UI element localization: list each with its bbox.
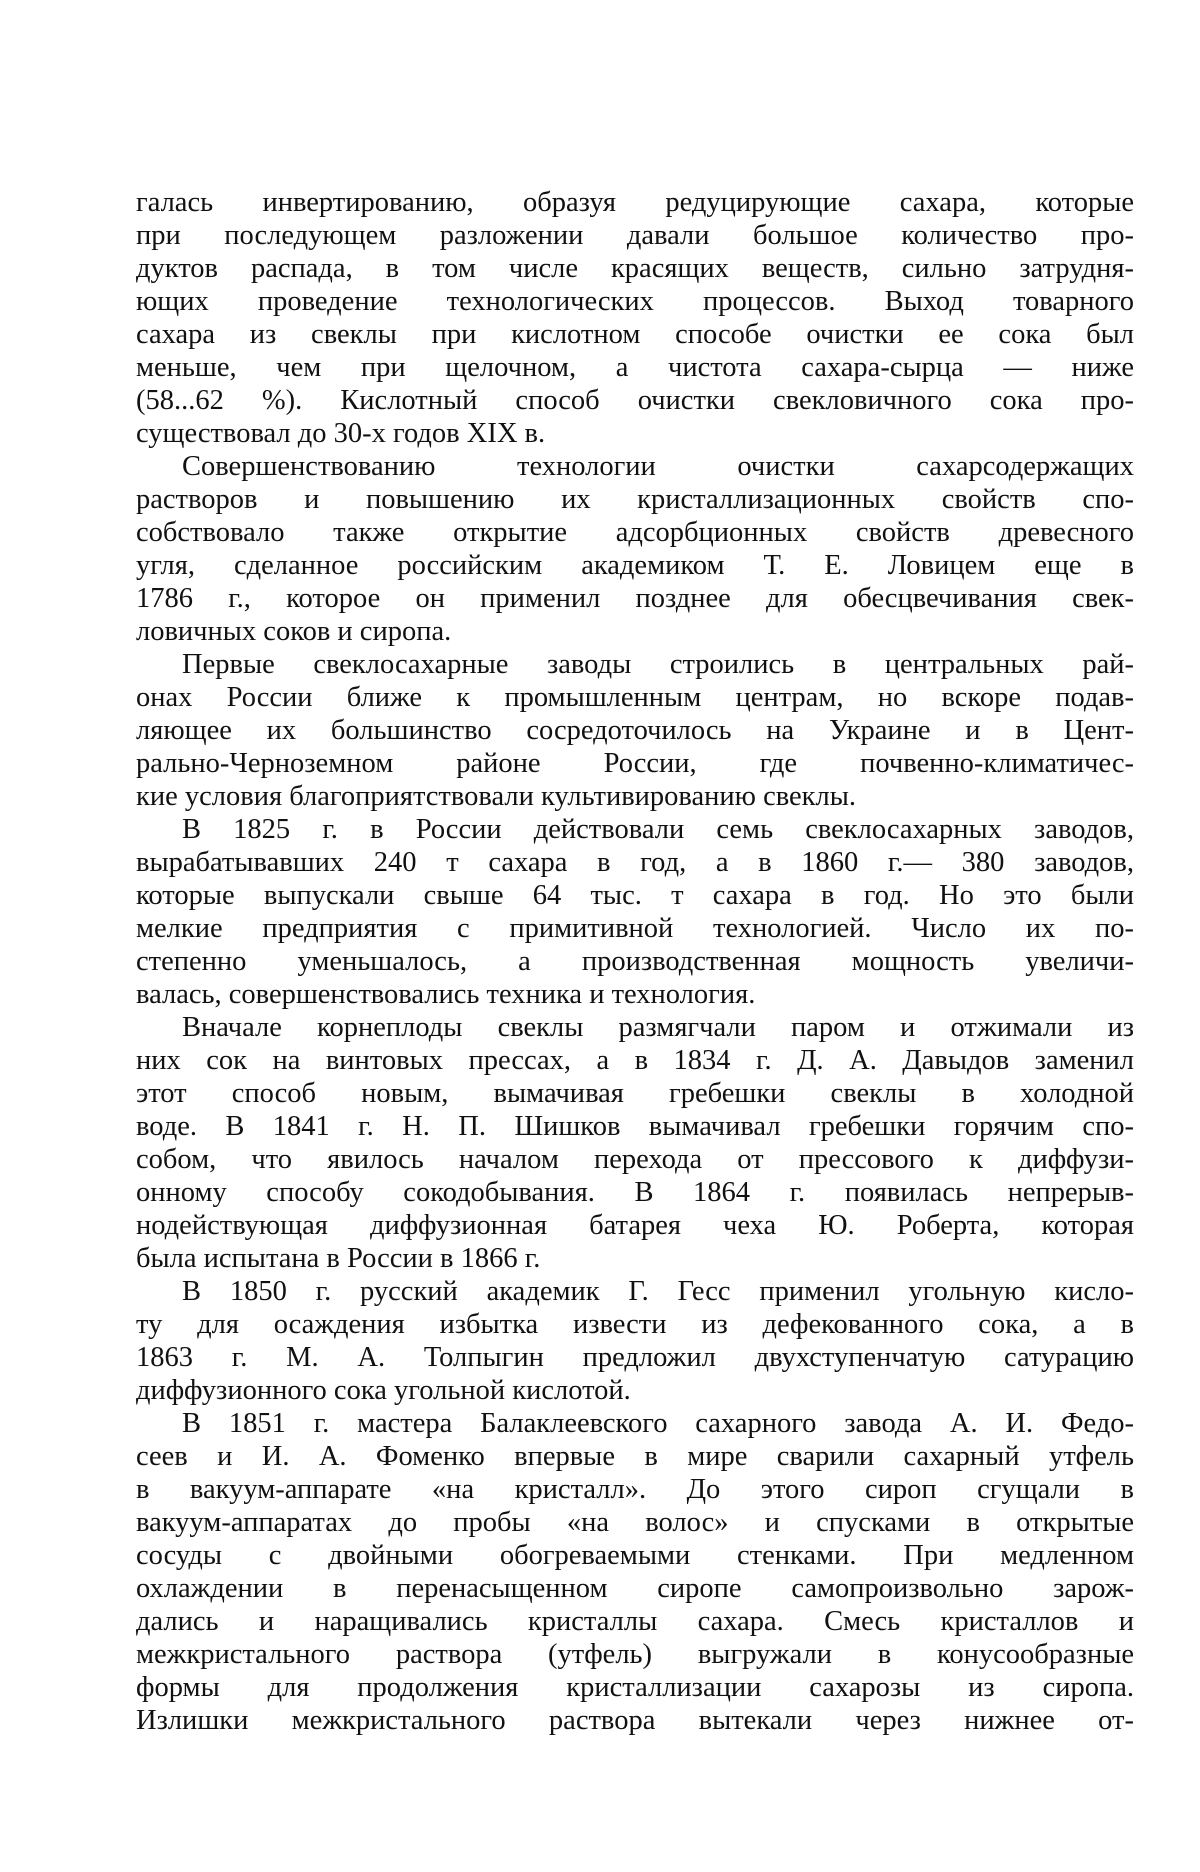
- text-line: галась инвертированию, образуя редуцирующие сахара, которые: [136, 186, 1134, 219]
- text-line: вырабатывавших 240 т сахара в год, а в 1860 г.— 380 заводов,: [136, 846, 1134, 879]
- text-line: ляющее их большинство сосредоточилось на Украине и в Цент-: [136, 714, 1134, 747]
- text-line: Вначале корнеплоды свеклы размягчали паром и отжимали из: [136, 1011, 1134, 1044]
- text-line: вакуум-аппаратах до пробы «на волос» и спусками в открытые: [136, 1506, 1134, 1539]
- text-line: мелкие предприятия с примитивной технологией. Число их по-: [136, 912, 1134, 945]
- text-line: сосуды с двойными обогреваемыми стенками. При медленном: [136, 1539, 1134, 1572]
- text-line: 1863 г. М. А. Толпыгин предложил двухступенчатую сатурацию: [136, 1341, 1134, 1374]
- text-line: меньше, чем при щелочном, а чистота сахара-сырца — ниже: [136, 351, 1134, 384]
- text-line: Первые свеклосахарные заводы строились в центральных рай-: [136, 648, 1134, 681]
- text-line: кие условия благоприятствовали культивированию свеклы.: [136, 780, 1134, 813]
- text-line: сахара из свеклы при кислотном способе очистки ее сока был: [136, 318, 1134, 351]
- text-line: валась, совершенствовались техника и технология.: [136, 978, 1134, 1011]
- text-line: В 1825 г. в России действовали семь свеклосахарных заводов,: [136, 813, 1134, 846]
- text-line: ловичных соков и сиропа.: [136, 615, 1134, 648]
- text-line: диффузионного сока угольной кислотой.: [136, 1374, 1134, 1407]
- text-line: была испытана в России в 1866 г.: [136, 1242, 1134, 1275]
- body-text: [136, 186, 1134, 1737]
- text-line: В 1851 г. мастера Балаклеевского сахарного завода А. И. Федо-: [136, 1407, 1134, 1440]
- text-line: нодействующая диффузионная батарея чеха Ю. Роберта, которая: [136, 1209, 1134, 1242]
- text-line: них сок на винтовых прессах, а в 1834 г. Д. А. Давыдов заменил: [136, 1044, 1134, 1077]
- text-line: дуктов распада, в том числе красящих веществ, сильно затрудня-: [136, 252, 1134, 285]
- text-line: при последующем разложении давали большое количество про-: [136, 219, 1134, 252]
- text-line: воде. В 1841 г. Н. П. Шишков вымачивал гребешки горячим спо-: [136, 1110, 1134, 1143]
- text-line: степенно уменьшалось, а производственная мощность увеличи-: [136, 945, 1134, 978]
- text-line: собом, что явилось началом перехода от прессового к диффузи-: [136, 1143, 1134, 1176]
- text-line: 1786 г., которое он применил позднее для обесцвечивания свек-: [136, 582, 1134, 615]
- text-line: растворов и повышению их кристаллизационных свойств спо-: [136, 483, 1134, 516]
- text-line: Совершенствованию технологии очистки сахарсодержащих: [136, 450, 1134, 483]
- text-line: ющих проведение технологических процессов. Выход товарного: [136, 285, 1134, 318]
- text-line: онному способу сокодобывания. В 1864 г. появилась непрерыв-: [136, 1176, 1134, 1209]
- text-line: которые выпускали свыше 64 тыс. т сахара в год. Но это были: [136, 879, 1134, 912]
- text-line: существовал до 30-х годов XIX в.: [136, 417, 1134, 450]
- text-line: Излишки межкристального раствора вытекали через нижнее от-: [136, 1704, 1134, 1737]
- text-line: В 1850 г. русский академик Г. Гесс применил угольную кисло-: [136, 1275, 1134, 1308]
- text-line: ту для осаждения избытка извести из дефекованного сока, а в: [136, 1308, 1134, 1341]
- text-line: (58...62 %). Кислотный способ очистки свекловичного сока про-: [136, 384, 1134, 417]
- text-line: межкристального раствора (утфель) выгружали в конусообразные: [136, 1638, 1134, 1671]
- text-line: рально-Черноземном районе России, где почвенно-климатичес-: [136, 747, 1134, 780]
- text-line: сеев и И. А. Фоменко впервые в мире сварили сахарный утфель: [136, 1440, 1134, 1473]
- text-line: в вакуум-аппарате «на кристалл». До этого сироп сгущали в: [136, 1473, 1134, 1506]
- document-page: [0, 0, 1200, 1872]
- text-line: этот способ новым, вымачивая гребешки свеклы в холодной: [136, 1077, 1134, 1110]
- text-line: дались и наращивались кристаллы сахара. Смесь кристаллов и: [136, 1605, 1134, 1638]
- text-line: собствовало также открытие адсорбционных свойств древесного: [136, 516, 1134, 549]
- text-line: охлаждении в перенасыщенном сиропе самопроизвольно зарож-: [136, 1572, 1134, 1605]
- text-line: онах России ближе к промышленным центрам, но вскоре подав-: [136, 681, 1134, 714]
- text-line: угля, сделанное российским академиком Т. Е. Ловицем еще в: [136, 549, 1134, 582]
- text-line: формы для продолжения кристаллизации сахарозы из сиропа.: [136, 1671, 1134, 1704]
